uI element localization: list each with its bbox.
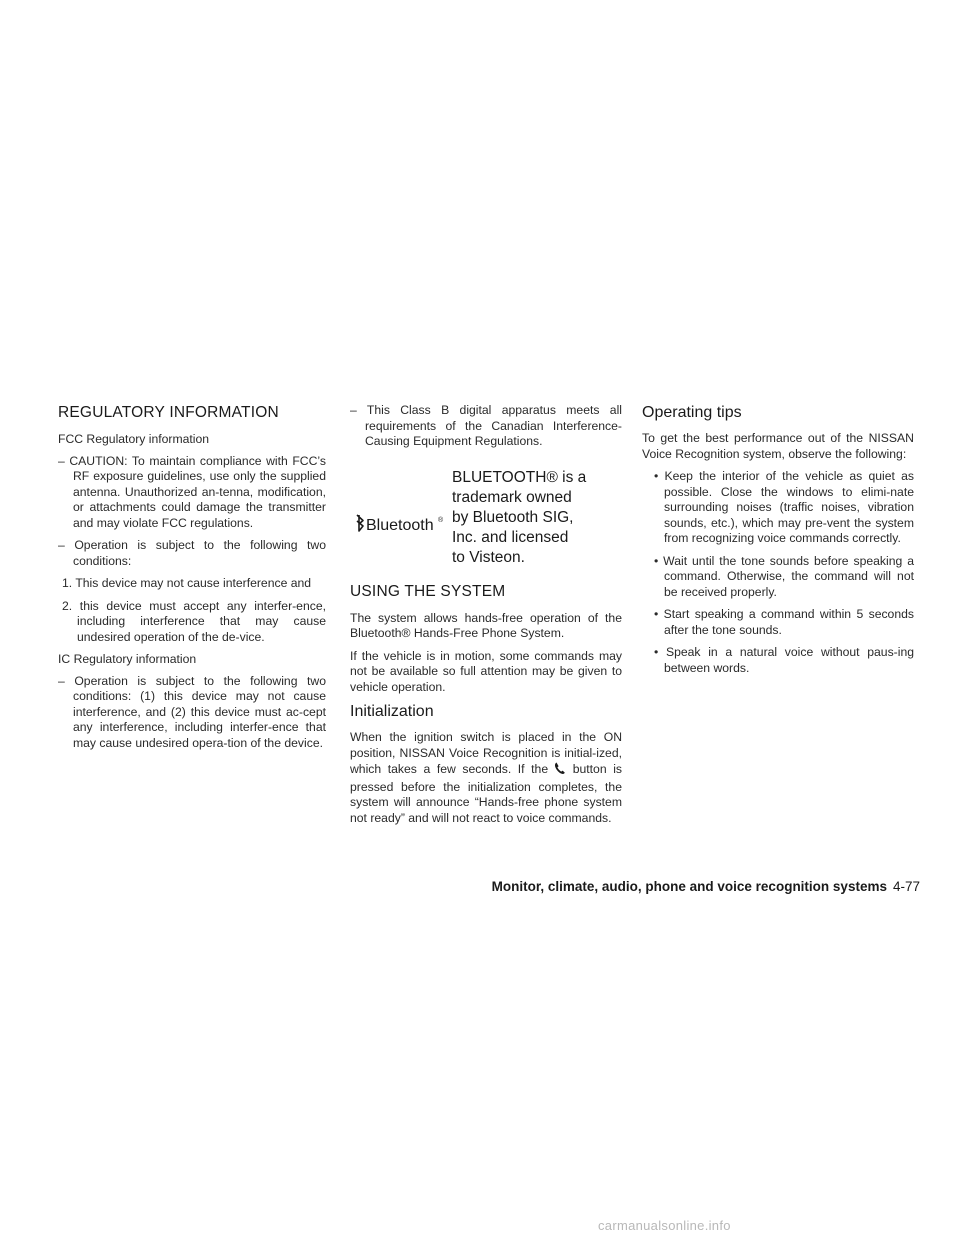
bluetooth-logo-text: Bluetooth — [366, 516, 434, 534]
chapter-title: Monitor, climate, audio, phone and voice recognition systems — [491, 879, 887, 894]
section-title-regulatory: REGULATORY INFORMATION — [58, 404, 279, 421]
fcc-caution-item: – CAUTION: To maintain compliance with FCC’s RF exposure guidelines, use only the supplied antenna. Unauthorized an-tenna, modification, or attachments could damage the transmitter and may violate FCC regulations. — [58, 453, 326, 530]
using-paragraph-1: The system allows hands-free operation of the Bluetooth® Hands-Free Phone System. — [350, 610, 622, 640]
bt-trademark-line: BLUETOOTH® is a — [452, 468, 587, 486]
condition-item-1: 1. This device may not cause interference and — [62, 576, 312, 590]
bt-trademark-line: to Visteon. — [452, 548, 525, 566]
tip-item: • Speak in a natural voice without paus-ing between words. — [654, 645, 914, 675]
page-number: 4-77 — [892, 879, 920, 894]
phone-handset-icon — [552, 761, 566, 780]
fcc-label: FCC Regulatory information — [58, 432, 210, 446]
initialization-text-b: button is pressed before the initialization completes, the system will announce “Hands-free phone system not ready” and will not react to voice commands. — [350, 762, 623, 825]
tip-item: • Wait until the tone sounds before speaking a command. Otherwise, the command will not be received properly. — [654, 553, 914, 599]
section-title-using-system: USING THE SYSTEM — [350, 582, 506, 600]
using-paragraph-2: If the vehicle is in motion, some commands may not be available so full attention may be given to vehicle operation. — [350, 648, 622, 694]
column-operating-tips — [642, 403, 914, 683]
bluetooth-logo-reg: ® — [438, 516, 444, 524]
tip-item: • Keep the interior of the vehicle as quiet as possible. Close the windows to elimi-nate surrounding noises (traffic noises, vibration sounds, etc.), which may pre-vent the system from recognizing voice commands correctly. — [654, 469, 914, 545]
column-using-system — [350, 403, 622, 833]
class-b-item: – This Class B digital apparatus meets all requirements of the Canadian Interference-Causing Equipment Regulations. — [350, 403, 622, 448]
initialization-text-a: When the ignition switch is placed in the ON position, NISSAN Voice Recognition is initial-ized, which takes a few seconds. If the — [350, 730, 622, 776]
ic-label: IC Regulatory information — [58, 652, 197, 666]
bt-trademark-line: trademark owned — [452, 488, 572, 506]
watermark: carmanualsonline.info — [598, 1218, 731, 1233]
bluetooth-rune-icon — [354, 511, 446, 535]
column-regulatory — [58, 403, 326, 758]
page-footer — [492, 878, 920, 896]
condition-item-2: 2. this device must accept any interfer-ence, including interference that may cause undesired operation of the de-vice. — [62, 598, 326, 644]
bt-trademark-line: by Bluetooth SIG, — [452, 508, 574, 526]
tip-item: • Start speaking a command within 5 seconds after the tone sounds. — [654, 607, 914, 637]
bluetooth-trademark-text — [450, 468, 586, 568]
bluetooth-trademark-block — [350, 464, 622, 572]
operating-tips-intro: To get the best performance out of the NISSAN Voice Recognition system, observe the following: — [642, 431, 914, 461]
ic-conditions-item: – Operation is subject to the following two conditions: (1) this device may not cause interference, and (2) this device must ac-cept any interference, including interfer-ence that may cause undesired opera-tion of the device. — [58, 673, 326, 750]
initialization-paragraph — [350, 730, 622, 826]
section-title-operating-tips: Operating tips — [642, 404, 742, 421]
bluetooth-logo — [350, 501, 450, 535]
section-title-initialization: Initialization — [350, 703, 434, 720]
fcc-conditions-item: – Operation is subject to the following two conditions: — [58, 538, 326, 568]
bt-trademark-line: Inc. and licensed — [452, 528, 569, 546]
